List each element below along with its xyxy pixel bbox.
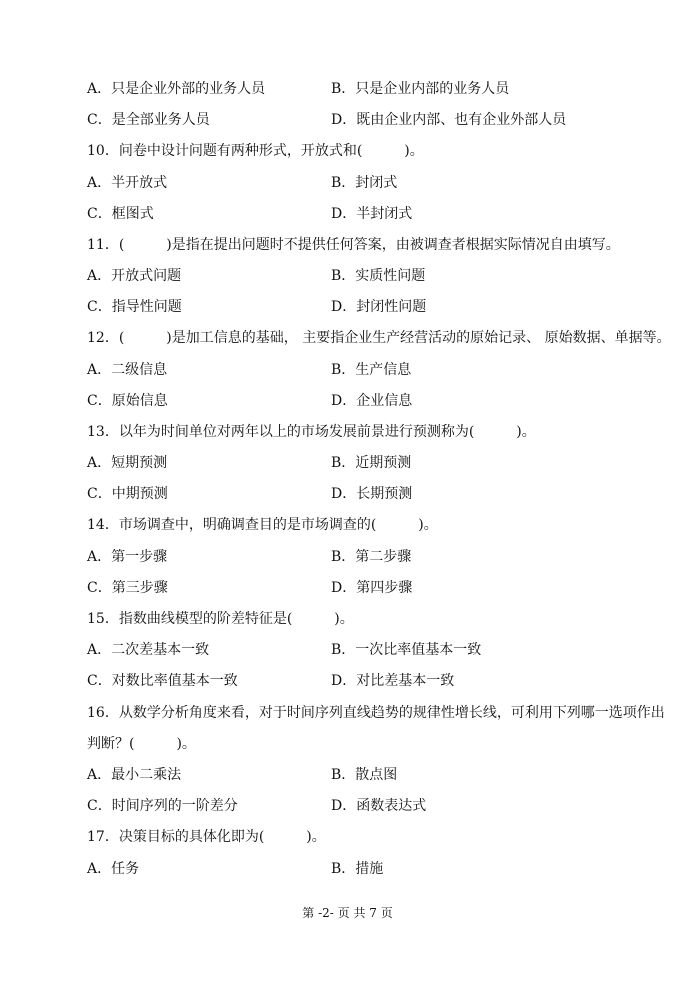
q16-option-c: C．时间序列的一阶差分 — [87, 798, 238, 814]
q11-option-c: C．指导性问题 — [87, 299, 182, 315]
q17-option-a: A．任务 — [87, 861, 140, 877]
q13-option-d: D．长期预测 — [331, 486, 413, 502]
q17-text: 17．决策目标的具体化即为( )。 — [87, 829, 326, 845]
q9-option-c: C．是全部业务人员 — [87, 112, 210, 128]
q15-option-a: A．二次差基本一致 — [87, 642, 210, 658]
q14-text: 14．市场调查中，明确调查目的是市场调查的( )。 — [87, 517, 438, 533]
q16-text-line1: 16．从数学分析角度来看，对于时间序列直线趋势的规律性增长线，可利用下列哪一选项作出 — [87, 705, 665, 721]
q10-option-a: A．半开放式 — [87, 175, 168, 191]
q11-text: 11．( )是指在提出问题时不提供任何答案，由被调查者根据实际情况自由填写。 — [87, 237, 620, 253]
q13-option-c: C．中期预测 — [87, 486, 168, 502]
q10-text: 10．问卷中设计问题有两种形式，开放式和( )。 — [87, 143, 424, 159]
q10-option-d: D．半封闭式 — [331, 206, 413, 222]
q11-option-a: A．开放式问题 — [87, 268, 182, 284]
q11-option-b: B．实质性问题 — [331, 268, 426, 284]
q12-option-a: A．二级信息 — [87, 362, 168, 378]
q13-option-a: A．短期预测 — [87, 455, 168, 471]
q14-option-d: D．第四步骤 — [331, 580, 413, 596]
q14-option-c: C．第三步骤 — [87, 580, 168, 596]
q11-option-d: D．封闭性问题 — [331, 299, 427, 315]
q15-option-b: B．一次比率值基本一致 — [331, 642, 482, 658]
q12-text: 12．( )是加工信息的基础， 主要指企业生产经营活动的原始记录、 原始数据、单据等。 — [87, 330, 671, 346]
q13-option-b: B．近期预测 — [331, 455, 412, 471]
q16-option-a: A．最小二乘法 — [87, 767, 182, 783]
q12-option-d: D．企业信息 — [331, 393, 413, 409]
q16-text-line2: 判断？( )。 — [87, 736, 196, 752]
q9-option-d: D．既由企业内部、也有企业外部人员 — [331, 112, 567, 128]
q12-option-b: B．生产信息 — [331, 362, 412, 378]
q14-option-a: A．第一步骤 — [87, 549, 168, 565]
q15-option-c: C．对数比率值基本一致 — [87, 673, 238, 689]
q15-text: 15．指数曲线模型的阶差特征是( )。 — [87, 611, 354, 627]
q14-option-b: B．第二步骤 — [331, 549, 412, 565]
q16-option-d: D．函数表达式 — [331, 798, 427, 814]
q10-option-b: B．封闭式 — [331, 175, 398, 191]
q9-option-b: B．只是企业内部的业务人员 — [331, 81, 510, 97]
page-footer: 第 -2- 页 共 7 页 — [302, 906, 393, 920]
q13-text: 13．以年为时间单位对两年以上的市场发展前景进行预测称为( )。 — [87, 424, 536, 440]
q16-option-b: B．散点图 — [331, 767, 398, 783]
q17-option-b: B．措施 — [331, 861, 384, 877]
q15-option-d: D．对比差基本一致 — [331, 673, 455, 689]
q12-option-c: C．原始信息 — [87, 393, 168, 409]
q10-option-c: C．框图式 — [87, 206, 154, 222]
q9-option-a: A．只是企业外部的业务人员 — [87, 81, 266, 97]
